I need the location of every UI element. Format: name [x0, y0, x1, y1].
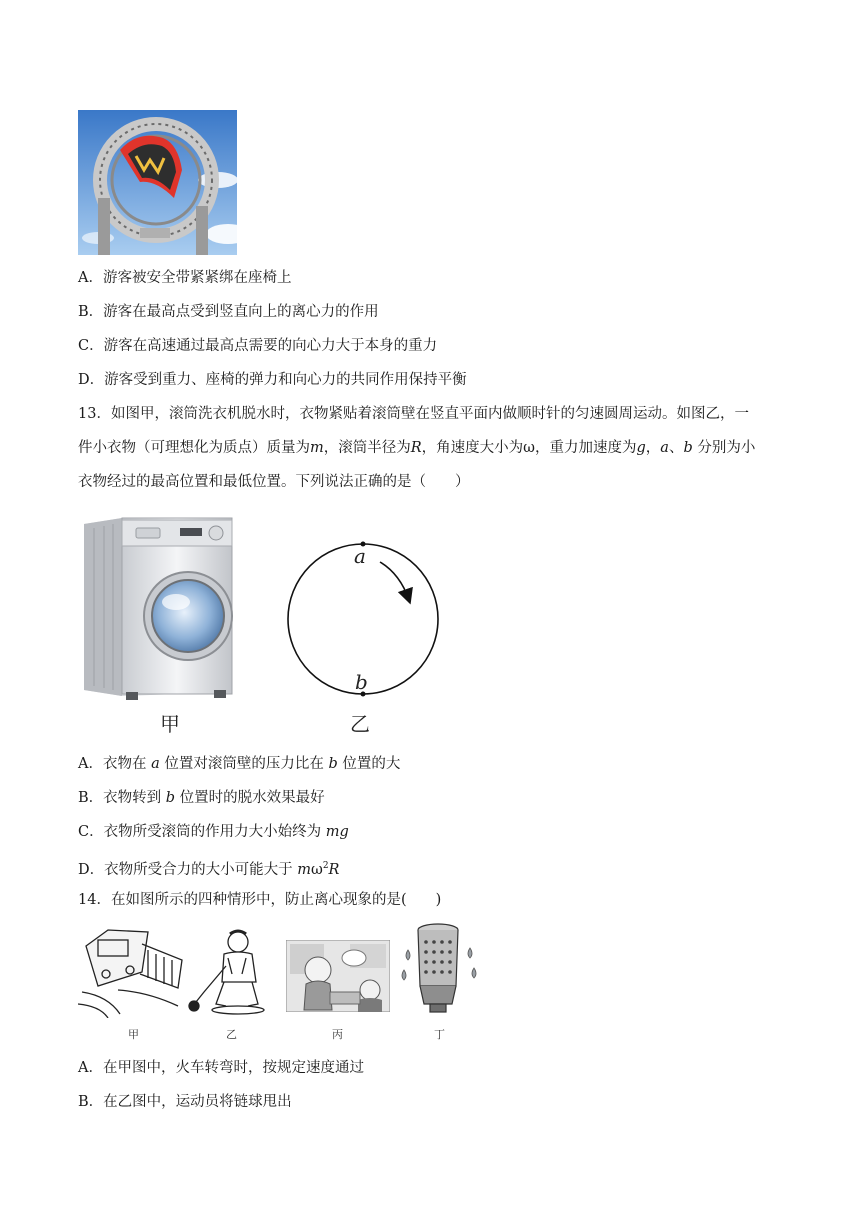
- figure-label-jia: 甲: [160, 712, 180, 736]
- figure-label-jia-small: 甲: [128, 1028, 139, 1041]
- q12-option-c: C．游客在高速通过最高点需要的向心力大于本身的重力: [78, 338, 438, 354]
- spin-dryer-sketch: [400, 920, 480, 1014]
- q13-option-d: D．衣物所受合力的大小可能大于 $m\omega^2R$: [78, 861, 340, 878]
- hammer-thrower-sketch: [186, 926, 276, 1018]
- q12-option-a: A．游客被安全带紧紧绑在座椅上: [78, 270, 292, 286]
- washing-machine-figure: [80, 516, 236, 706]
- q13-option-c: C．衣物所受滚筒的作用力大小始终为 mg: [78, 824, 349, 840]
- figure-label-bing-small: 丙: [332, 1028, 343, 1041]
- figure-label-ding-small: 丁: [434, 1028, 445, 1041]
- q12-option-d: D．游客受到重力、座椅的弹力和向心力的共同作用保持平衡: [78, 372, 467, 388]
- rotation-arrow: [380, 562, 409, 600]
- q13-stem-line2: 件小衣物（可理想化为质点）质量为m，滚筒半径为R，角速度大小为ω，重力加速度为g，a、b 分别为小: [78, 440, 756, 456]
- q13-stem-line3: 衣物经过的最高位置和最低位置。下列说法正确的是（ ）: [78, 474, 470, 490]
- figure-label-yi: 乙: [350, 712, 370, 736]
- train-sketch: [78, 926, 186, 1018]
- q12-option-b: B．游客在最高点受到竖直向上的离心力的作用: [78, 304, 379, 320]
- q14-stem: 14．在如图所示的四种情形中，防止离心现象的是( ): [78, 892, 442, 908]
- q13-option-a: A．衣物在 a 位置对滚筒壁的压力比在 b 位置的大: [78, 756, 401, 772]
- q14-option-b: B．在乙图中，运动员将链球甩出: [78, 1094, 292, 1110]
- point-a-label: a: [354, 544, 366, 568]
- cotton-candy-sketch: [286, 940, 390, 1012]
- roller-coaster-photo: [78, 110, 237, 255]
- q13-stem-line1: 13．如图甲，滚筒洗衣机脱水时，衣物紧贴着滚筒壁在竖直平面内做顺时针的匀速圆周运动。如图乙，一: [78, 406, 749, 422]
- q13-option-b: B．衣物转到 b 位置时的脱水效果最好: [78, 790, 325, 806]
- figure-label-yi-small: 乙: [226, 1028, 237, 1041]
- q14-option-a: A．在甲图中，火车转弯时，按规定速度通过: [78, 1060, 364, 1076]
- point-b-label: b: [355, 670, 368, 694]
